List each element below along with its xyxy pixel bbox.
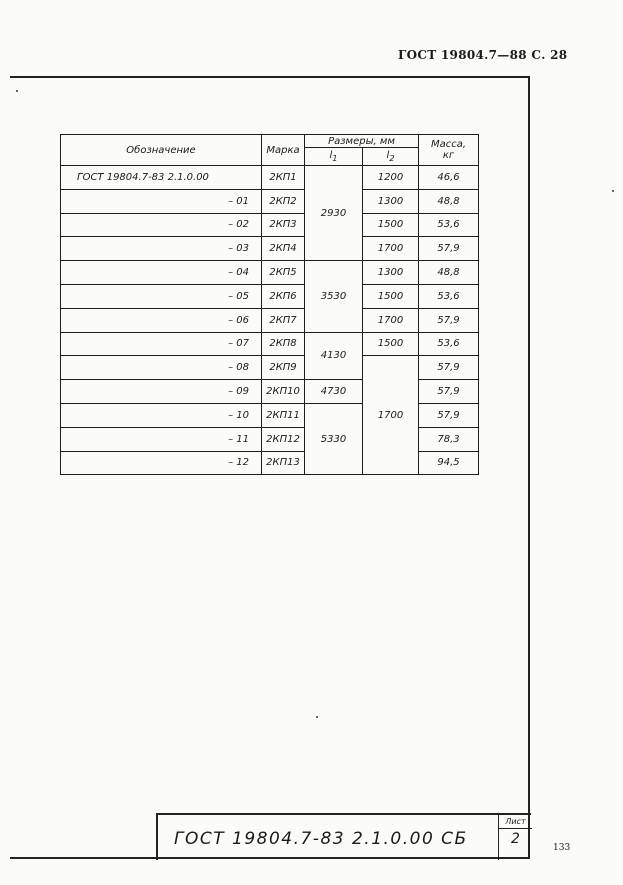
l1-cell: 3530 (305, 261, 363, 332)
mark-cell: 2КП4 (262, 237, 305, 261)
l1-cell: 5330 (305, 403, 363, 474)
designation-cell: – 08 (61, 356, 262, 380)
designation-cell: – 03 (61, 237, 262, 261)
mass-cell: 57,9 (419, 308, 479, 332)
table-row (61, 356, 479, 380)
mass-cell: 46,6 (419, 166, 479, 190)
specification-table (60, 134, 479, 475)
mass-cell: 57,9 (419, 356, 479, 380)
mark-cell: 2КП8 (262, 332, 305, 356)
mass-cell: 94,5 (419, 451, 479, 475)
table-row (61, 261, 479, 285)
mark-cell: 2КП11 (262, 403, 305, 427)
stamp-document-code: ГОСТ 19804.7-83 2.1.0.00 СБ (174, 829, 468, 849)
header-mass-line2: кг (442, 150, 455, 161)
designation-cell: – 07 (61, 332, 262, 356)
mass-cell: 53,6 (419, 284, 479, 308)
l2-cell: 1300 (363, 261, 419, 285)
header-l2-sub: 2 (389, 153, 395, 163)
designation-cell: – 10 (61, 403, 262, 427)
mark-cell: 2КП10 (262, 380, 305, 404)
designation-cell: – 04 (61, 261, 262, 285)
mark-cell: 2КП3 (262, 213, 305, 237)
header-designation: Обозначение (61, 135, 262, 166)
l2-cell: 1300 (363, 189, 419, 213)
table-row (61, 213, 479, 237)
table-row (61, 189, 479, 213)
mark-cell: 2КП12 (262, 427, 305, 451)
l2-cell: 1500 (363, 284, 419, 308)
mark-cell: 2КП13 (262, 451, 305, 475)
designation-cell: – 05 (61, 284, 262, 308)
l2-cell: 1500 (363, 213, 419, 237)
mark-cell: 2КП9 (262, 356, 305, 380)
mass-cell: 57,9 (419, 237, 479, 261)
table-row (61, 332, 479, 356)
table-row (61, 166, 479, 190)
designation-cell: – 12 (61, 451, 262, 475)
designation-cell: – 06 (61, 308, 262, 332)
scan-speck (612, 190, 614, 192)
sheet-number: 2 (511, 831, 520, 847)
mass-cell: 53,6 (419, 213, 479, 237)
mass-cell: 48,8 (419, 261, 479, 285)
table-row (61, 308, 479, 332)
mark-cell: 2КП7 (262, 308, 305, 332)
designation-cell: – 09 (61, 380, 262, 404)
header-mass-line1: Масса, (430, 139, 467, 150)
header-l2-letter: l (386, 150, 390, 161)
frame-right-line (528, 76, 530, 859)
mark-cell: 2КП6 (262, 284, 305, 308)
header-l1-sub: 1 (332, 153, 338, 163)
frame-top-line (10, 76, 530, 78)
mass-cell: 53,6 (419, 332, 479, 356)
header-l1 (305, 148, 363, 166)
header-l2 (363, 148, 419, 166)
scan-speck (16, 90, 18, 92)
table-row (61, 284, 479, 308)
title-block-stamp (156, 813, 531, 860)
header-l1-letter: l (329, 150, 333, 161)
l2-cell: 1700 (363, 237, 419, 261)
page-number: 133 (553, 843, 571, 853)
mass-cell: 48,8 (419, 189, 479, 213)
mark-cell: 2КП5 (262, 261, 305, 285)
sheet-label: Лист (499, 815, 532, 829)
designation-cell: – 02 (61, 213, 262, 237)
l2-cell: 1700 (363, 356, 419, 475)
mass-cell: 78,3 (419, 427, 479, 451)
l2-cell: 1700 (363, 308, 419, 332)
l2-cell: 1200 (363, 166, 419, 190)
l1-cell: 2930 (305, 166, 363, 261)
mass-cell: 57,9 (419, 380, 479, 404)
header-dimensions: Размеры, мм (305, 135, 419, 148)
mark-cell: 2КП1 (262, 166, 305, 190)
header-mass (419, 135, 479, 166)
l1-cell: 4730 (305, 380, 363, 404)
header-mark: Марка (262, 135, 305, 166)
designation-cell: – 11 (61, 427, 262, 451)
mass-cell: 57,9 (419, 403, 479, 427)
page-header: ГОСТ 19804.7—88 С. 28 (398, 48, 568, 62)
table-row (61, 237, 479, 261)
l2-cell: 1500 (363, 332, 419, 356)
sheet-box (498, 815, 532, 860)
scan-speck (316, 716, 318, 718)
designation-cell: – 01 (61, 189, 262, 213)
mark-cell: 2КП2 (262, 189, 305, 213)
designation-cell: ГОСТ 19804.7-83 2.1.0.00 (61, 166, 262, 190)
l1-cell: 4130 (305, 332, 363, 380)
